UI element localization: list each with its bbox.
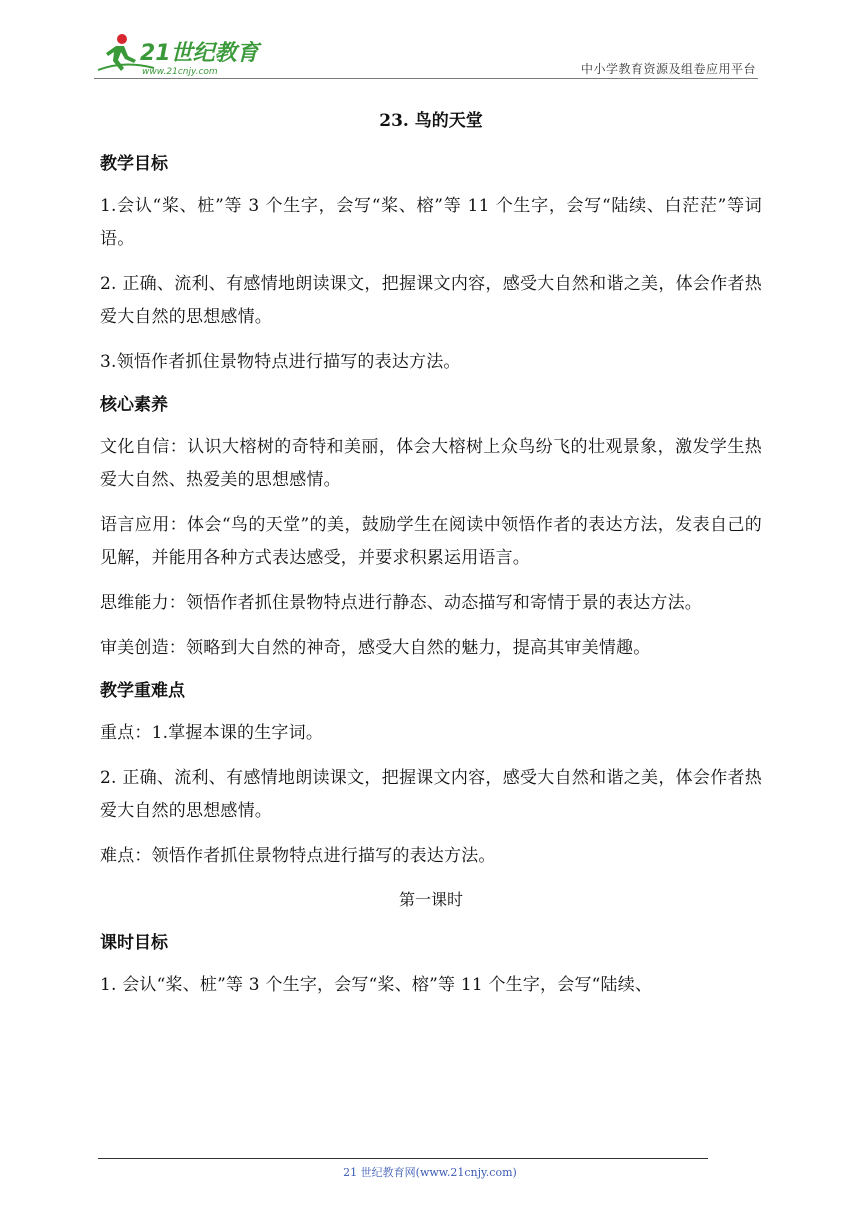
- keypoint-paragraph-1: 重点：1.掌握本课的生字词。: [100, 723, 324, 743]
- logo-title: 21世纪教育: [140, 41, 259, 66]
- document-body: [100, 106, 762, 1014]
- section-heading-teaching-goals: 教学目标: [100, 154, 168, 174]
- page-header: [0, 0, 860, 84]
- keypoint-paragraph-2: 2. 正确、流利、有感情地朗读课文，把握课文内容，感受大自然和谐之美，体会作者热爱大自然的思想感情。: [100, 768, 762, 821]
- site-logo[interactable]: [94, 30, 266, 78]
- lesson-label: 第一课时: [398, 890, 463, 909]
- literacy-paragraph-culture: 文化自信：认识大榕树的奇特和美丽，体会大榕树上众鸟纷飞的壮观景象，激发学生热爱大自然、热爱美的思想感情。: [100, 437, 762, 490]
- footer-site-link[interactable]: 21 世纪教育网(www.21cnjy.com): [343, 1166, 517, 1179]
- header-divider: [94, 78, 758, 79]
- keypoint-paragraph-3: 难点：领悟作者抓住景物特点进行描写的表达方法。: [100, 846, 496, 866]
- goal-paragraph-2: 2. 正确、流利、有感情地朗读课文，把握课文内容，感受大自然和谐之美，体会作者热爱大自然的思想感情。: [100, 274, 762, 327]
- section-heading-core-literacy: 核心素养: [100, 395, 168, 415]
- logo-url: www.21cnjy.com: [142, 67, 218, 77]
- header-tagline: 中小学教育资源及组卷应用平台: [580, 62, 756, 76]
- footer-divider: [98, 1158, 708, 1159]
- section-heading-lesson-goals: 课时目标: [100, 933, 168, 953]
- lesson-goal-paragraph-1: 1. 会认“桨、桩”等 3 个生字，会写“桨、榕”等 11 个生字，会写“陆续、: [100, 975, 653, 995]
- section-heading-key-points: 教学重难点: [100, 681, 185, 701]
- document-title: 23. 鸟的天堂: [379, 111, 483, 131]
- runner-logo-icon: [94, 30, 266, 78]
- goal-paragraph-1: 1.会认“桨、桩”等 3 个生字，会写“桨、榕”等 11 个生字，会写“陆续、白茫茫”等词语。: [100, 196, 762, 249]
- goal-paragraph-3: 3.领悟作者抓住景物特点进行描写的表达方法。: [100, 352, 461, 372]
- literacy-paragraph-language: 语言应用：体会“鸟的天堂”的美，鼓励学生在阅读中领悟作者的表达方法，发表自己的见解，并能用各种方式表达感受，并要求积累运用语言。: [100, 515, 762, 568]
- literacy-paragraph-aesthetics: 审美创造：领略到大自然的神奇，感受大自然的魅力，提高其审美情趣。: [100, 638, 651, 658]
- literacy-paragraph-thinking: 思维能力：领悟作者抓住景物特点进行静态、动态描写和寄情于景的表达方法。: [100, 593, 702, 613]
